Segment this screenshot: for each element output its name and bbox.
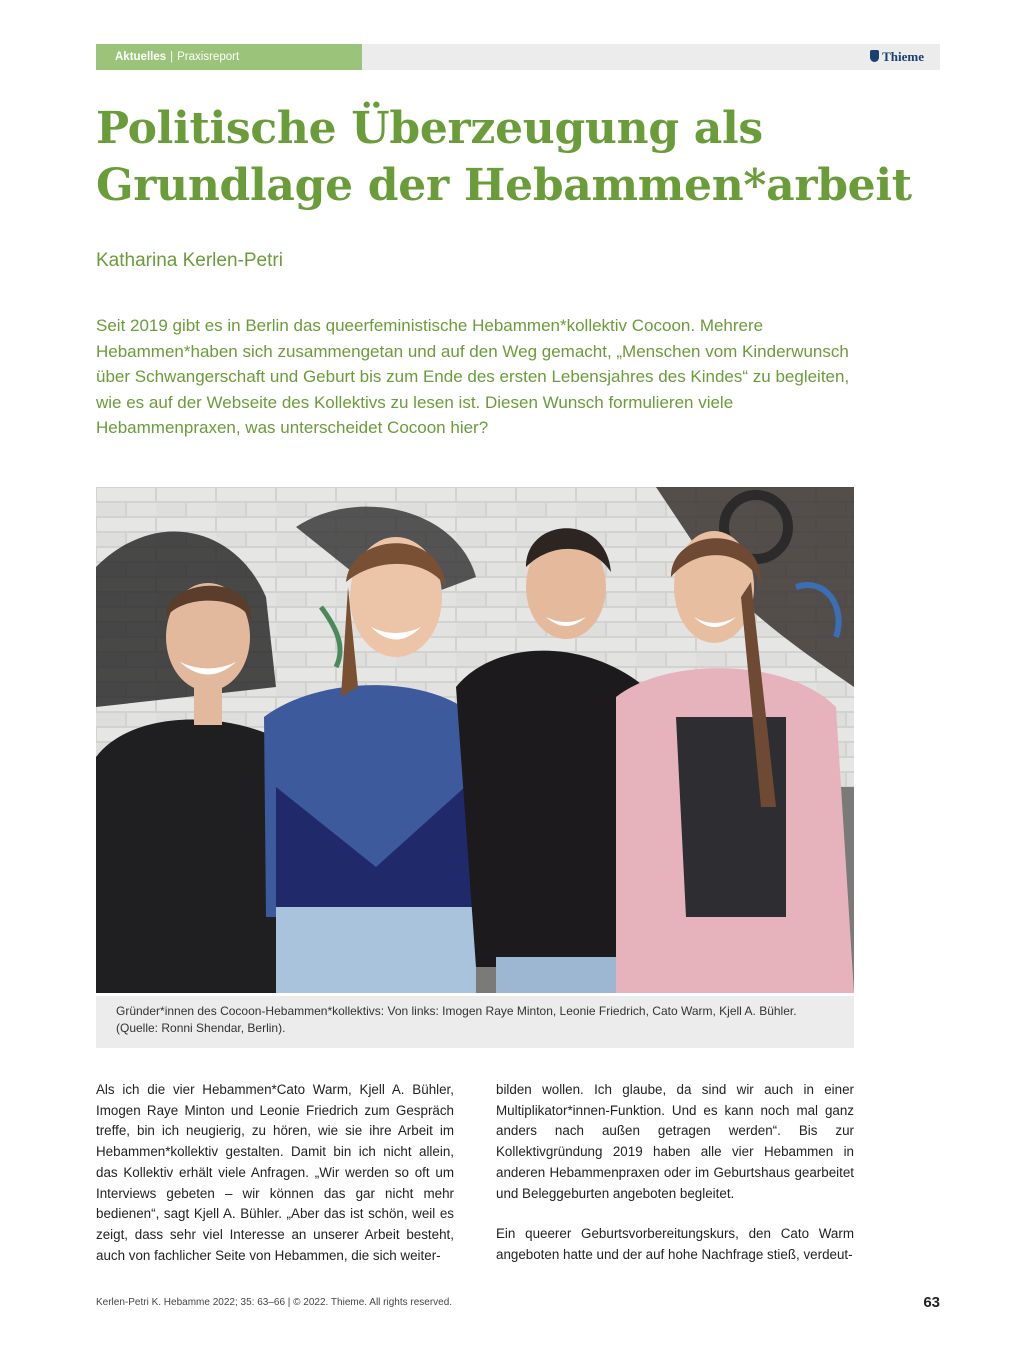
body-column-1 [96,1080,454,1286]
section-label: Aktuelles [115,51,167,63]
subsection-label: Praxisreport [177,51,240,63]
section-tab [96,44,362,70]
publisher-logo [870,44,924,70]
article-title [96,100,956,214]
figure-caption: Gründer*innen des Cocoon-Hebammen*kollektivs: Von links: Imogen Raye Minton, Leonie Friedrich, Cato Warm, Kjell A. Bühler. (Quelle: Ronni Shendar, Berlin). [96,996,854,1048]
footer-citation: Kerlen-Petri K. Hebamme 2022; 35: 63–66 | © 2022. Thieme. All rights reserved. [96,1297,453,1308]
body-paragraph: Ein queerer Geburtsvorbereitungskurs, den Cato Warm angeboten hatte und der auf hohe Nachfrage stieß, verdeut- [496,1226,854,1262]
body-paragraph: Als ich die vier Hebammen*Cato Warm, Kjell A. Bühler, Imogen Raye Minton und Leonie Friedrich zum Gespräch treffe, bin ich neugierig, zu hören, wie sie ihre Arbeit im Hebammen*kollektiv gestalten. Damit bin ich nicht allein, das Kollektiv erhält viele Anfragen. „Wir werden so oft um Interviews gebeten – wir können das gar nicht mehr bedienen“, sagt Kjell A. Bühler. „Aber das ist schön, weil es zeigt, dass sehr viel Interesse an unserer Arbeit besteht, auch von fachlicher Seite von Hebammen, die sich weiter- [96,1082,454,1263]
section-separator: | [170,51,174,63]
body-column-2 [496,1080,854,1286]
title-line-2: Grundlage der Hebammen*arbeit [96,160,912,211]
article-photo [96,487,854,993]
author-name: Katharina Kerlen-Petri [96,250,283,271]
header-bar [96,44,940,70]
lead-paragraph: Seit 2019 gibt es in Berlin das queerfeministische Hebammen*kollektiv Cocoon. Mehrere Hebammen*haben sich zusammengetan und auf den Weg gemacht, „Menschen vom Kinderwunsch über Schwangerschaft und Geburt bis zum Ende des ersten Lebensjahres des Kindes“ zu begleiten, wie es auf der Webseite des Kollektivs zu lesen ist. Diesen Wunsch formulieren viele Hebammenpraxen, was unterscheidet Cocoon hier? [96,316,850,438]
page-number: 63 [923,1294,940,1311]
title-line-1: Politische Überzeugung als [96,103,763,154]
publisher-mark-icon [870,50,879,62]
body-paragraph: bilden wollen. Ich glaube, da sind wir auch in einer Multiplikator*innen-Funktion. Und es kann noch mal ganz anders nach außen getragen werden“. Bis zur Kollektivgründung 2019 haben alle vier Hebammen in anderen Hebammenpraxen oder im Geburtshaus gearbeitet und Beleggeburten angeboten begleitet. [496,1082,854,1201]
publisher-name: Thieme [882,49,924,64]
